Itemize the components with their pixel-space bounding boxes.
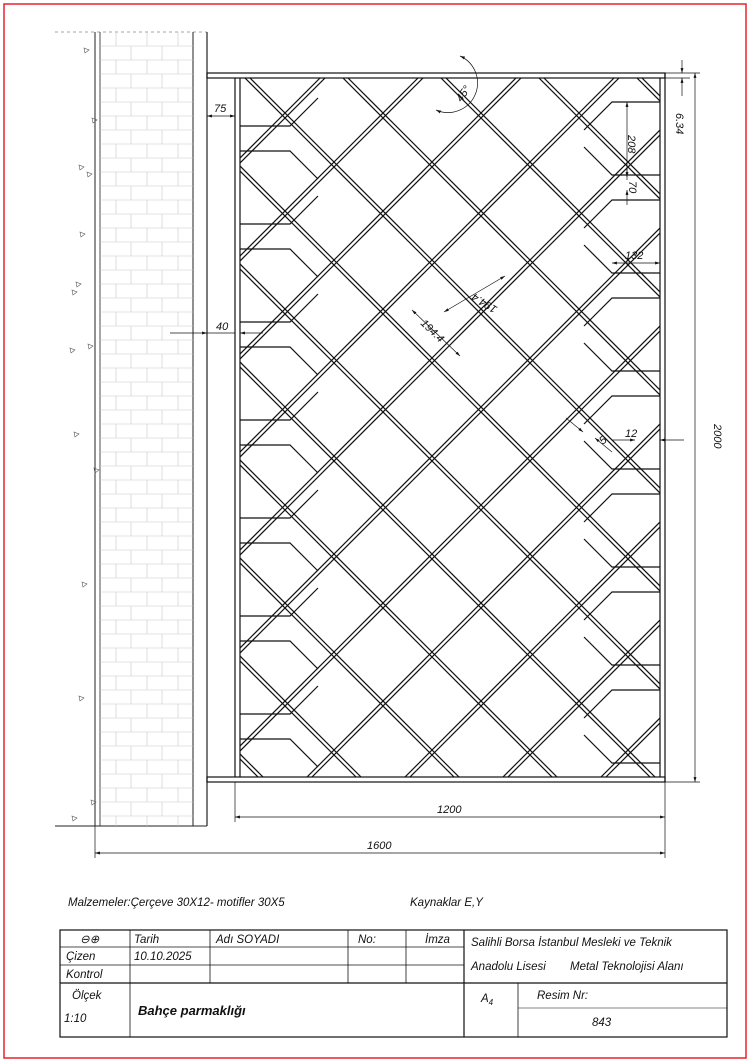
scale-label: Ölçek: [72, 990, 102, 1002]
col-no: No:: [358, 934, 376, 946]
railing-frame: [207, 73, 665, 782]
dim-40: 40: [216, 321, 229, 333]
checked-label: Kontrol: [66, 969, 103, 981]
welds-note: Kaynaklar E,Y: [410, 897, 483, 909]
dimension-lines: [95, 56, 700, 858]
col-date: Tarih: [134, 934, 160, 946]
dim-194-4-b: 194.4: [469, 290, 500, 316]
drawn-by-label: Çizen: [66, 951, 96, 963]
drawing-no: 843: [592, 1017, 612, 1029]
drawing-no-label: Resim Nr:: [537, 990, 589, 1002]
school-line2: Anadolu Lisesi: [471, 961, 546, 973]
dim-132: 132: [625, 250, 644, 262]
projection-symbol: ⊖⊕: [80, 934, 100, 946]
dim-12: 12: [625, 428, 638, 440]
dim-75: 75: [214, 103, 227, 115]
dim-2000: 2000: [711, 424, 723, 449]
school-line1: Salihli Borsa İstanbul Mesleki ve Teknik: [471, 937, 672, 949]
dim-6-34: 6.34: [673, 113, 685, 135]
dim-45: 45°: [454, 83, 474, 105]
dim-5: 5: [597, 434, 610, 448]
dim-1600: 1600: [367, 840, 392, 852]
drawn-date: 10.10.2025: [134, 951, 192, 963]
paper-size: $A_4$: [481, 993, 494, 1007]
dim-1200: 1200: [437, 804, 462, 816]
col-sign: İmza: [425, 934, 450, 946]
wall-section: [55, 32, 207, 826]
drawing-title: Bahçe parmaklığı: [138, 1003, 246, 1018]
materials-note: Malzemeler:Çerçeve 30X12- motifler 30X5: [68, 897, 285, 909]
scale-value: 1:10: [64, 1013, 87, 1025]
department: Metal Teknolojisi Alanı: [570, 961, 684, 973]
dim-208: 208: [625, 135, 637, 154]
dim-70: 70: [626, 181, 638, 194]
col-name: Adı SOYADI: [216, 934, 280, 946]
dim-194-4-a: 194.4: [417, 317, 447, 346]
